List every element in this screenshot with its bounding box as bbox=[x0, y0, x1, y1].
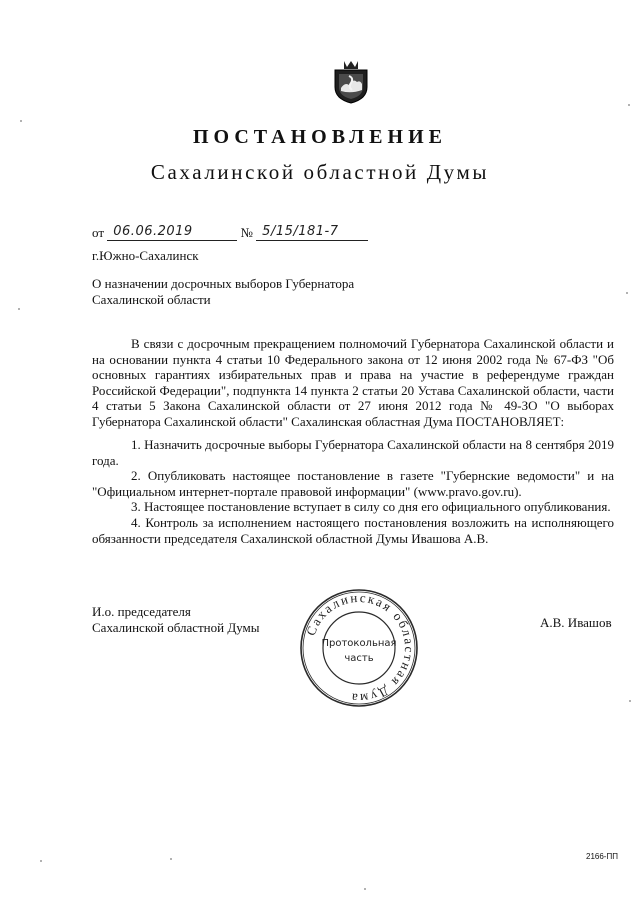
subject-line: О назначении досрочных выборов Губернатора bbox=[92, 276, 355, 291]
stamp-ring-textpath: Сахалинская областная Дума bbox=[302, 589, 418, 707]
stamp-center-line1: Протокольная bbox=[321, 638, 397, 649]
official-stamp bbox=[297, 586, 421, 710]
subject-heading bbox=[92, 276, 392, 308]
document-code: 2166-ПП bbox=[586, 852, 618, 861]
decision-item: 3. Настоящее постановление вступает в силу со дня его официального опубликования. bbox=[131, 499, 611, 514]
signer-position-line: И.о. председателя bbox=[92, 604, 191, 619]
signer-position-line: Сахалинской областной Думы bbox=[92, 620, 260, 635]
decision-item: 2. Опубликовать настоящее постановление в газете "Губернские ведомости" и на "Официальном интернет-портале правовой информации" (www.pravo.gov.ru). bbox=[92, 468, 614, 499]
number-field bbox=[256, 224, 368, 241]
coat-of-arms-icon bbox=[331, 60, 371, 104]
number-prefix: № bbox=[240, 225, 253, 240]
preamble-paragraph: В связи с досрочным прекращением полномочий Губернатора Сахалинской области и на основании пункта 4 статьи 10 Федерального закона от 12 июня 2002 года № 67-ФЗ "Об основных гарантиях избирательных прав и права на участие в референдуме граждан Российской Федерации", подпункта 14 пункта 2 статьи 20 Устава Сахалинской области, части 4 статьи 5 Закона Сахалинской области от 27 июня 2012 года № 49-ЗО "О выборах Губернатора Сахалинской области" Сахалинская областная Дума ПОСТАНОВЛЯЕТ: bbox=[92, 336, 614, 429]
city: г.Южно-Сахалинск bbox=[92, 248, 199, 263]
signer-position bbox=[92, 604, 260, 636]
date-field bbox=[107, 224, 237, 241]
stamp-center-line2: часть bbox=[344, 653, 374, 664]
requisites-line bbox=[92, 224, 368, 241]
subject-line: Сахалинской области bbox=[92, 292, 211, 307]
number-value: 5/15/181-7 bbox=[262, 224, 339, 239]
decision-item: 1. Назначить досрочные выборы Губернатора Сахалинской области на 8 сентября 2019 года. bbox=[92, 437, 614, 468]
signer-name: А.В. Ивашов bbox=[540, 615, 612, 630]
document-title: ПОСТАНОВЛЕНИЕ bbox=[193, 126, 447, 148]
date-value: 06.06.2019 bbox=[113, 224, 193, 239]
document-subtitle: Сахалинской областной Думы bbox=[150, 160, 490, 184]
date-prefix: от bbox=[92, 225, 105, 240]
decision-item: 4. Контроль за исполнением настоящего постановления возложить на исполняющего обязанности председателя Сахалинской областной Думы Ивашова А.В. bbox=[92, 515, 614, 546]
